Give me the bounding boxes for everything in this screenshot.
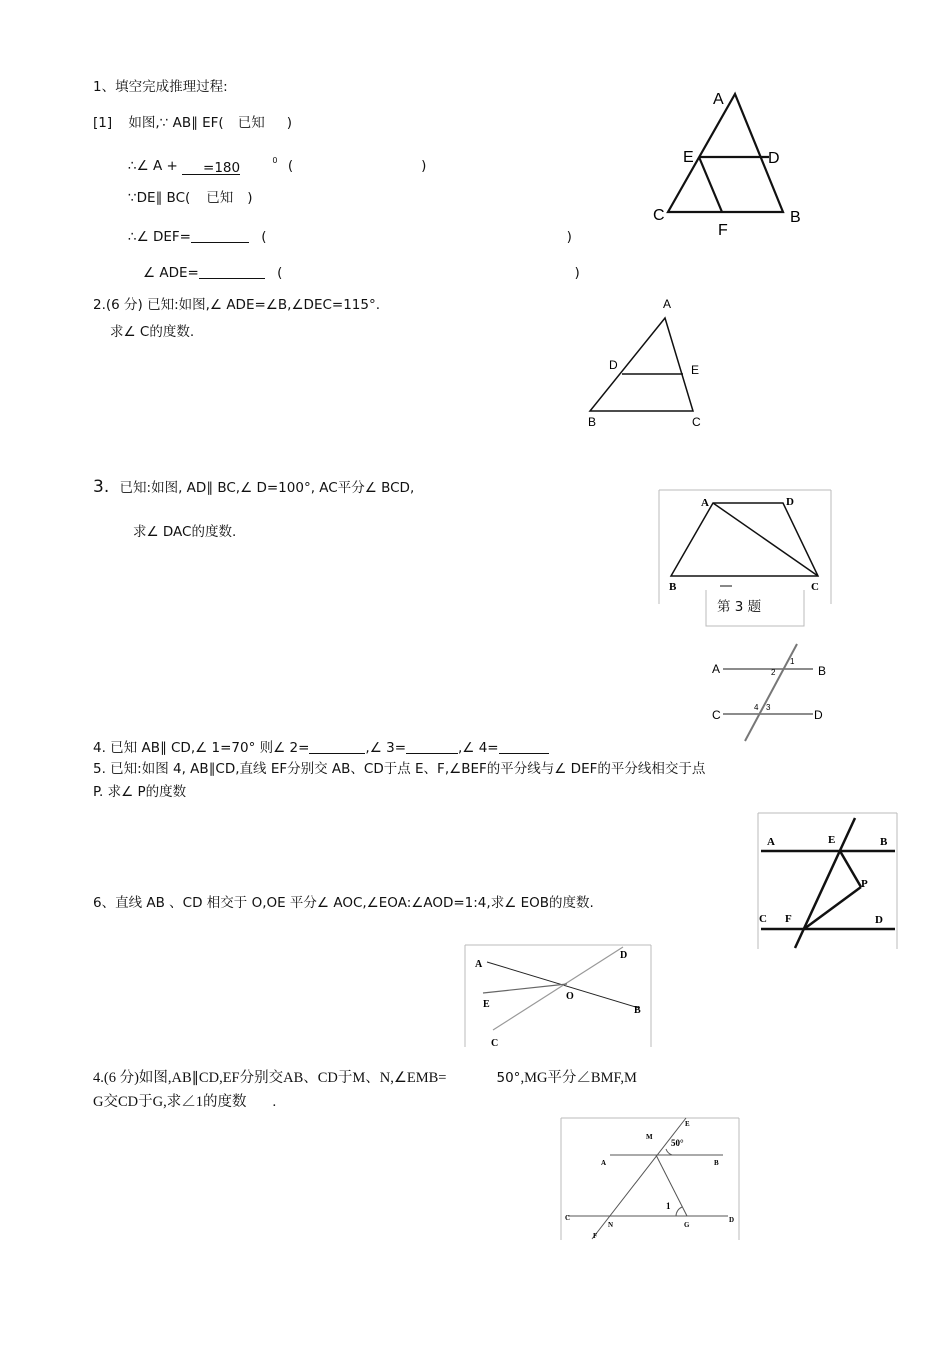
q1-line3-reason: 已知 xyxy=(206,190,234,206)
q4-blank-angle3[interactable] xyxy=(406,739,458,754)
q2-label-a: A xyxy=(663,297,672,311)
q5-line1: 5. 已知:如图 4, AB∥CD,直线 EF分别交 AB、CD于点 E、F,∠BEF的平分线与∠ DEF的平分线相交于点 xyxy=(93,761,706,777)
q7-label-f: F xyxy=(593,1232,598,1240)
q2-line2: 求∠ C的度数. xyxy=(110,324,195,340)
q4-label-angle4: 4 xyxy=(754,703,759,712)
q1-line5 xyxy=(143,264,580,281)
q2-label-d: D xyxy=(609,358,618,372)
q7-label-n: N xyxy=(608,1221,614,1229)
q1-line2-pre: ∴∠ A + xyxy=(128,158,178,174)
q4-label-c: C xyxy=(712,708,721,722)
q3-number: 3. xyxy=(93,477,110,497)
q6-label-e: E xyxy=(483,999,490,1010)
q7-label-d: D xyxy=(729,1216,735,1224)
q1-segment-ef xyxy=(699,157,722,212)
q7-bisector-mg xyxy=(656,1155,687,1216)
q7-label-c: C xyxy=(565,1214,571,1222)
q4-parallel-figure xyxy=(705,640,835,745)
q5-label-p: P xyxy=(861,878,868,890)
q6-line1: 6、直线 AB 、CD 相交于 O,OE 平分∠ AOC,∠EOA:∠AOD=1:4,求∠ EOB的度数. xyxy=(93,895,594,911)
q5-bisector-ep xyxy=(840,851,861,887)
q2-label-c: C xyxy=(692,415,701,429)
q7-line-ef xyxy=(592,1118,686,1239)
q7-label-angle1: 1 xyxy=(666,1201,671,1211)
q6-line-cd xyxy=(493,947,623,1030)
q1-line1-reason: 已知 xyxy=(237,115,265,131)
q6-intersecting-figure xyxy=(463,942,655,1050)
q7-line1-pre: 4.(6 分)如图,AB∥CD,EF分别交AB、CD于M、N,∠EMB= xyxy=(93,1070,447,1086)
q1-line5-paren-open: ( xyxy=(277,265,283,281)
q7-label-g: G xyxy=(684,1221,690,1229)
q4-label-d: D xyxy=(814,708,823,722)
q5-label-a: A xyxy=(767,836,775,848)
q1-line4 xyxy=(128,228,572,245)
q4-label-angle2: 2 xyxy=(771,668,776,677)
q5-bisector-figure xyxy=(757,812,902,952)
q7-line2 xyxy=(93,1094,276,1110)
q3-caption: 第 3 题 xyxy=(717,599,762,615)
q1-line2 xyxy=(128,153,426,175)
q6-label-d: D xyxy=(620,950,628,961)
q1-line2-paren-open: ( xyxy=(287,158,294,174)
q1-line2-answer xyxy=(182,160,240,175)
q7-label-b: B xyxy=(714,1159,719,1167)
q1-label-b: B xyxy=(790,209,801,226)
q7-line2-end: . xyxy=(272,1094,277,1110)
q1-line2-degree: 0 xyxy=(272,156,278,165)
q1-label-c: C xyxy=(653,207,665,224)
q4-label-a: A xyxy=(712,662,721,676)
q2-label-e: E xyxy=(691,363,700,377)
q1-line1-num: [1] xyxy=(93,115,113,131)
q5-label-b: B xyxy=(880,836,888,848)
q3-label-a: A xyxy=(701,497,709,509)
q1-line5-pre: ∠ ADE= xyxy=(143,265,199,281)
q1-triangle-figure xyxy=(640,85,820,240)
q1-line4-pre: ∴∠ DEF= xyxy=(128,229,191,245)
q3-label-d: D xyxy=(786,496,794,508)
q5-line2: P. 求∠ P的度数 xyxy=(93,784,187,800)
q3-trapezoid xyxy=(671,503,818,576)
q5-label-e: E xyxy=(828,834,836,846)
q7-angle-arc-50 xyxy=(666,1149,672,1155)
q1-line2-paren-close: ) xyxy=(421,158,427,174)
q7-label-e: E xyxy=(685,1120,690,1128)
q2-line1: 2.(6 分) 已知:如图,∠ ADE=∠B,∠DEC=115°. xyxy=(93,297,381,313)
q3-line2: 求∠ DAC的度数. xyxy=(133,524,237,540)
q4-line xyxy=(93,739,549,756)
q5-label-d: D xyxy=(875,914,883,926)
q1-line4-blank[interactable] xyxy=(191,228,249,243)
q6-label-c: C xyxy=(491,1038,499,1049)
q1-title: 1、填空完成推理过程: xyxy=(93,79,228,95)
q1-label-a: A xyxy=(713,91,724,108)
q1-line2-value: =180 xyxy=(203,160,241,176)
q7-line2-text: G交CD于G,求∠1的度数 xyxy=(93,1094,247,1110)
q7-label-a: A xyxy=(601,1159,607,1167)
q2-triangle xyxy=(590,318,693,411)
q7-bisector-figure xyxy=(558,1115,743,1243)
q6-ray-oe xyxy=(483,984,567,993)
q4-blank-angle2[interactable] xyxy=(309,739,365,754)
q1-line5-paren-close: ) xyxy=(574,265,580,281)
q4-text-pre: 4. 已知 AB∥ CD,∠ 1=70° 则∠ 2= xyxy=(93,740,310,756)
q4-text-mid1: ,∠ 3= xyxy=(365,740,407,756)
q3-line1 xyxy=(93,479,414,496)
q4-label-angle3: 3 xyxy=(766,703,771,712)
q4-text-mid2: ,∠ 4= xyxy=(458,740,499,756)
q4-label-b: B xyxy=(818,664,827,678)
q1-label-e: E xyxy=(683,149,694,166)
q7-label-angle50: 50° xyxy=(671,1138,684,1148)
q1-line4-paren-close: ) xyxy=(566,229,572,245)
q4-blank-angle4[interactable] xyxy=(499,739,549,754)
q7-angle-arc-1 xyxy=(676,1207,682,1216)
q1-line3-close: ) xyxy=(247,190,253,206)
q5-label-f: F xyxy=(785,913,792,925)
q2-triangle-figure xyxy=(580,295,710,435)
q1-line4-paren-open: ( xyxy=(261,229,267,245)
q1-label-f: F xyxy=(718,222,728,239)
q3-line1-text: 已知:如图, AD∥ BC,∠ D=100°, AC平分∠ BCD, xyxy=(119,480,415,496)
q7-line1-post: ,MG平分∠BMF,M xyxy=(520,1070,637,1086)
q7-label-m: M xyxy=(646,1133,653,1141)
q3-label-b: B xyxy=(669,581,677,593)
q1-line1 xyxy=(93,115,292,131)
q6-label-a: A xyxy=(475,959,483,970)
q4-label-angle1: 1 xyxy=(790,657,795,666)
q2-label-b: B xyxy=(588,415,597,429)
q5-label-c: C xyxy=(759,913,767,925)
q6-label-b: B xyxy=(634,1005,641,1016)
q6-label-o: O xyxy=(566,991,574,1002)
q1-line3 xyxy=(128,190,253,206)
q1-line5-blank[interactable] xyxy=(199,264,265,279)
q3-label-c: C xyxy=(811,581,819,593)
q7-line1-angle: 50° xyxy=(496,1070,521,1086)
q1-label-d: D xyxy=(768,150,780,167)
q1-line1-close: ) xyxy=(286,115,292,131)
q1-line1-text: 如图,∵ AB∥ EF( xyxy=(128,115,224,131)
q3-diagonal-ac xyxy=(713,503,818,576)
q1-line3-text: ∵DE∥ BC( xyxy=(128,190,191,206)
q7-line1 xyxy=(93,1070,637,1086)
